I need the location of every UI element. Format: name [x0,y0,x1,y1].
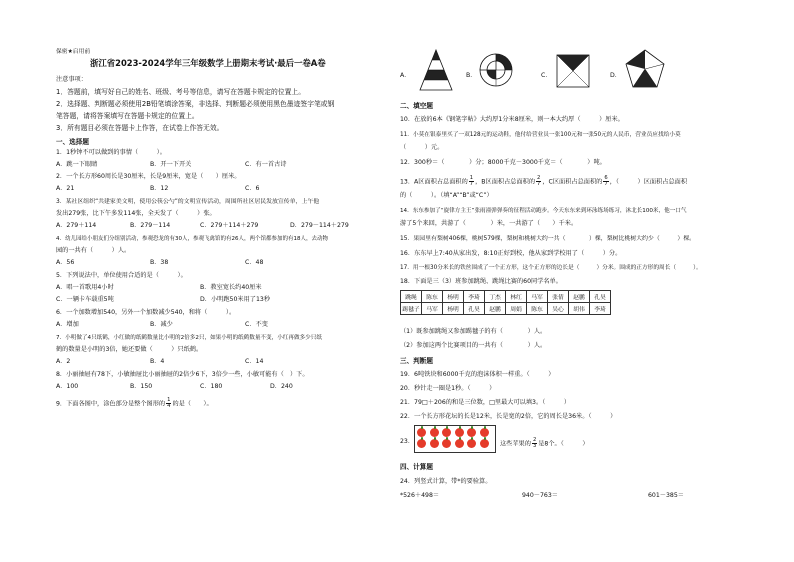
question-10: 10．在放的6本《钢笔字帖》大约厚1分米8厘米，则一本大约厚（ ）厘米。 [400,116,624,123]
table-cell: 杨明 [443,291,464,303]
question-5: 5．下列说法中，单位使用合适的是（ ）。 [56,272,187,279]
notes-heading: 注意事项： [56,76,87,83]
table-cell: 陈东 [422,291,443,303]
table-cell: 赵鹏 [485,303,506,315]
question-6: 6．一个加数增加540，另外一个加数减少540，和将（ ）。 [56,309,236,316]
apple-icon [430,439,439,448]
fraction-numerator: 1 [469,175,474,181]
calc-problem: 601－385＝ [648,492,684,499]
secret-label: 保密★启用前 [56,49,91,55]
section-judge-heading: 三、判断题 [400,357,433,365]
option: C．不变 [245,321,268,328]
question-1: 1．1秒钟不可以做到的事情（ ）。 [56,149,166,156]
fraction-denominator: 4 [167,403,171,409]
triangle-band-2 [424,70,448,80]
question-14: 14．东东参加了“旋律方主王”张雨潼弹弹奏的征程活动跑步。今天东东来到环泳练场练习，沐北长100米，他一口气 [400,208,687,214]
question-18: 18．下面是三（3）班参加跳绳、跳绳比赛的60同学名单。 [400,278,562,285]
option: C．14 [245,358,264,365]
option: C．48 [245,259,264,266]
table-cell: 张倩 [548,291,569,303]
section-calc-heading: 四、计算题 [400,463,433,471]
question-11: 11．小莫在银泰里买了一双128元的运动鞋，他付给营业员一张100元和一张50元的人民币，营业员应找给小莫 [400,132,681,138]
option: B．教室宽长约40厘米 [200,284,262,291]
question-22: 22．一个长方形花坛的长是12米，长是宽的2倍，它的周长是36米。（ ） [400,413,617,420]
apple-icon [442,428,451,437]
name-table [400,290,611,315]
option: B．150 [130,383,153,390]
question-13-cont: 的（ ）。（填“A”“B”或“C”） [400,192,493,199]
exam-title: 浙江省2023-2024学年三年级数学上册期末考试·最后一卷A卷 [90,58,326,68]
fraction [469,176,474,187]
question-7-cont: 鹤的数量是小明的3倍，她还要做（ ）只纸鹤。 [56,346,203,353]
fraction-denominator: 7 [604,181,608,187]
question-19: 19．6吨铁块和6000千克的泡沫体积一样重。（ ） [400,371,555,378]
triangle-figure [418,48,454,92]
option: D．279－114＋279 [290,222,349,229]
fraction [536,176,541,187]
fraction-denominator: 3 [532,443,537,449]
table-cell: 李琦 [464,291,485,303]
question-9 [56,398,213,409]
fraction-numerator: 2 [537,175,541,181]
table-cell: 马军 [422,303,443,315]
option: A．跳一下眼睛 [56,161,98,168]
question-12: 12．300秒＝（ ）分；8000千克－3000千克＝（ ）吨。 [400,159,606,166]
question-18-part-1: （1）既参加跳绳又参加踢毽子的有（ ）人。 [400,328,547,335]
option: B．279－114 [130,222,171,229]
option: B．减少 [150,321,173,328]
apple-icon [417,439,426,448]
question-4: 4．幼儿园给小朋友们分组别活动，参观恐龙的有30人，参观飞禽馆的有26人，两个馆都参加的有18人，去动物 [56,236,328,242]
option: B．4 [150,358,165,365]
table-cell: 赵鹏 [569,291,590,303]
question-20: 20．秒针走一圈是1秒。（ ） [400,385,496,392]
fraction [532,438,537,449]
option: D．小明跑50米用了13秒 [200,296,271,303]
table-cell: 周娟 [506,303,527,315]
table-cell: 胡伟 [569,303,590,315]
question-3: 3．某社区组织“共建家美文明，使用公筷公勺”的文明宣传活动，周围所社区居民发放宣传单，上午他 [56,199,320,205]
concentric-circle-figure [478,52,514,88]
apple-icon [430,428,439,437]
option: A．增加 [56,321,79,328]
apple-icon [467,428,476,437]
option: B．38 [150,259,169,266]
option: B．开一下开关 [150,161,192,168]
option: A．2 [56,358,71,365]
table-row [401,291,611,303]
apple-icon [442,439,451,448]
question-8: 8．小丽抽屉有78下，小敏抽屉比小丽抽屉的2倍少6下，3倍少一些，小敏可能有（ ）下。 [56,371,309,378]
calc-problem: 940－763＝ [522,492,558,499]
table-cell: 孔昊 [590,291,611,303]
triangle-band-1 [432,50,440,60]
table-row [401,303,611,315]
fraction-denominator: 7 [537,181,541,187]
question-24: 24．列竖式计算，带*的要验算。 [400,478,492,485]
figure-label-b: B． [466,72,477,79]
figure-label-c: C． [541,72,552,79]
question-13-part: 13．A区面积占总面积的 [400,178,468,186]
square-figure [556,54,590,88]
question-23-number: 23． [400,438,415,445]
fraction-numerator: 6 [604,175,608,181]
table-cell: 跳绳 [401,291,422,303]
table-cell: 林红 [506,291,527,303]
question-4-cont: 园的一共有（ ）人。 [56,247,131,254]
question-18-part-2: （2）参加这两个比赛项目的一共有（ ）人。 [400,342,547,349]
section-choice-heading: 一、选择题 [56,138,89,146]
option: A．279＋114 [56,222,97,229]
option: B．12 [150,185,169,192]
note-item: 3．所有题目必须在答题卡上作答，在试卷上作答无效。 [56,124,224,132]
apple-icon [467,439,476,448]
table-cell: 孔昊 [464,303,485,315]
note-item: 1．答题前，填写好自己的姓名、班级、考号等信息，请写在答题卡规定的位置上。 [56,88,306,96]
table-cell: 李琦 [590,303,611,315]
question-16: 16．东东早上7:40从家出发，8:10正好到校，他从家到学校用了（ ）分。 [400,250,622,257]
question-23-part: 是8个。（ ） [538,440,589,448]
option: C．180 [200,383,223,390]
option: C．一辆卡车载重5吨 [56,296,114,303]
figure-label-d: D． [610,72,621,79]
option: A．56 [56,259,75,266]
fraction-numerator: 2 [532,437,537,443]
fraction [166,398,171,409]
question-13-part: ，C区面积占总面积的 [542,178,603,186]
question-13-part: ，B区面积占总面积的 [475,178,536,186]
option: C．6 [245,185,260,192]
note-item: 笔答题，请将答案填写在答题卡规定的位置上。 [56,112,199,120]
option: D．240 [270,383,293,390]
question-13 [400,176,687,187]
apple-icon [455,428,464,437]
section-fill-heading: 二、填空题 [400,102,433,110]
table-cell: 陈东 [527,303,548,315]
option: A．唱一首歌用4小时 [56,284,114,291]
table-cell: 吴心 [548,303,569,315]
table-cell: 马军 [527,291,548,303]
question-2: 2．一个长方形60周长是30厘米，长是9厘米，宽是（ ）厘米。 [56,173,241,180]
question-23-part: 这些苹果的 [500,440,531,448]
pentagon-figure [624,48,666,90]
calc-problem: *526＋498＝ [400,492,440,499]
apple-icon [480,439,489,448]
table-cell: 踢毽子 [401,303,422,315]
fraction-denominator: 7 [469,181,474,187]
note-item: 2．选择题、判断题必须使用2B铅笔填涂答案，非选择、判断题必须使用黑色墨迹签字笔或钢 [56,100,335,108]
fraction [603,176,608,187]
question-23-text [500,438,589,449]
question-14-cont: 游了5个来回，共游了（ ）米，一共游了（ ）千米。 [400,220,578,227]
option: A．100 [56,383,79,390]
fraction-numerator: 1 [167,397,171,403]
question-21: 21．79□＋206的和是三位数，□里最大可以填3。（ ） [400,399,571,406]
apple-icon [455,439,464,448]
option: C．有一首古诗 [245,161,287,168]
figure-label-a: A． [400,72,411,79]
table-cell: 杨明 [443,303,464,315]
apple-icon [417,428,426,437]
option: A．21 [56,185,75,192]
question-3-cont: 发出279张，比下午多发114张，全天发了（ ）张。 [56,210,216,217]
table-cell: 丁杰 [485,291,506,303]
question-15: 15．果园里有梨树406棵，桃树579棵，梨树和桃树大约一共（ ）棵，梨树比桃树大约少（ ）棵。 [400,236,696,242]
question-11-cont: （ ）元。 [400,144,444,151]
option: C．279＋114＋279 [200,222,259,229]
question-17: 17．用一根30分米长的铁丝围成了一个正方形，这个正方形的边长是（ ）分米。围成的正方形的周长（ ）。 [400,265,702,271]
question-9-text: 9．下面各图中，涂色部分是整个图形的 [56,400,166,408]
question-13-part: ，（ ）区面积占总面积 [609,178,688,186]
question-7: 7．小明做了4只纸鹤，小红做的纸鹤数量比小明的2倍多2只，如果小明的纸鹤数量不变，小红再做多少只纸 [56,335,322,341]
apple-icon [480,428,489,437]
question-9-tail: 的是（ ）。 [172,400,213,408]
